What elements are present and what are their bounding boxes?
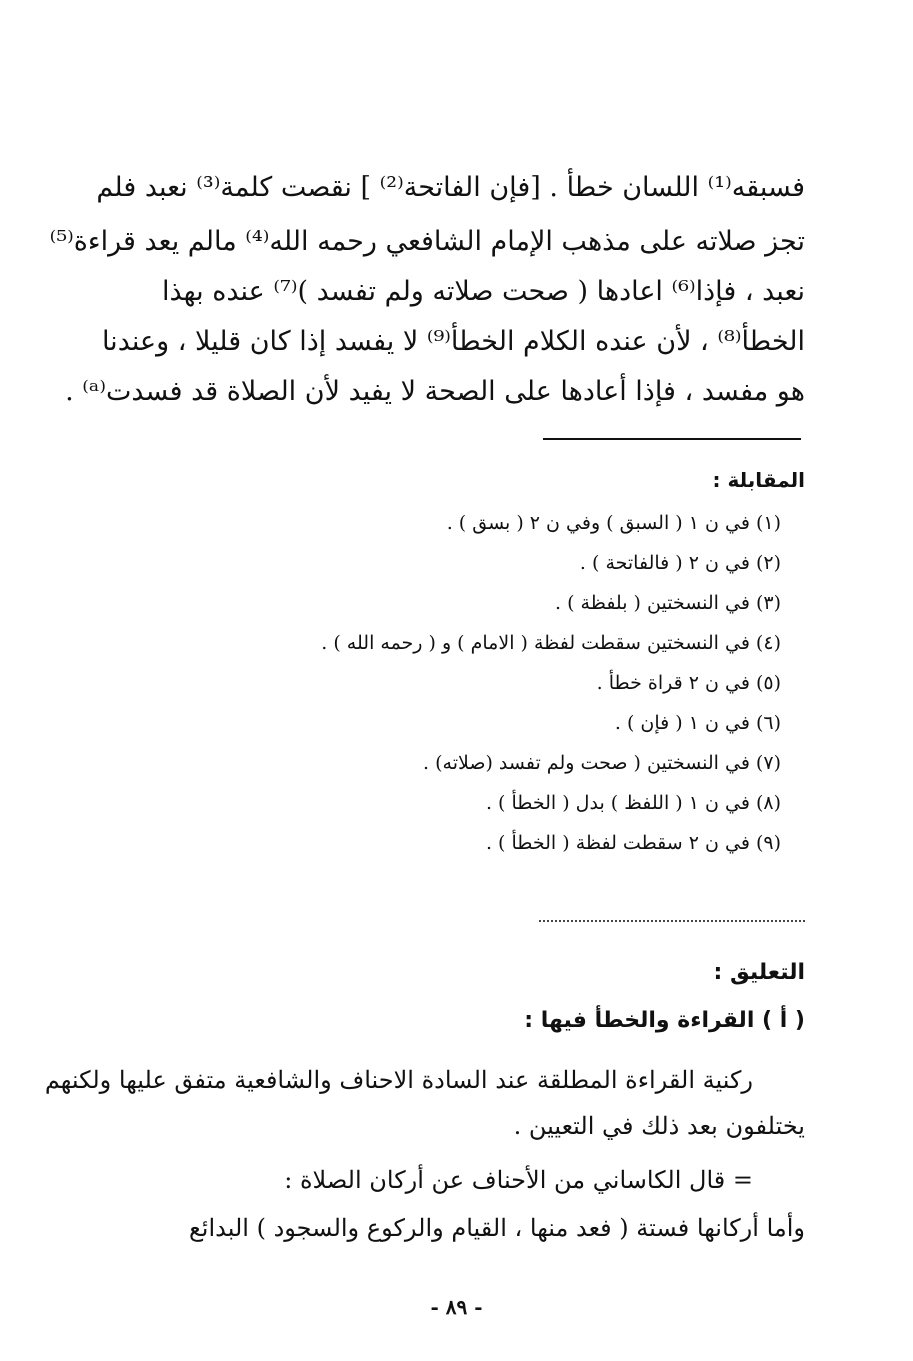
body-line-5: هو مفسد ، فإذا أعادها على الصحة لا يفيد لأن الصلاة قد فسدت⁽ᵃ⁾ . (65, 376, 805, 407)
footnote-separator (543, 438, 801, 440)
taaliq-line-1: ركنية القراءة المطلقة عند السادة الاحناف والشافعية متفق عليها ولكنهم (44, 1066, 753, 1094)
note-6: (٦) في ن ١ ( فإن ) . (614, 712, 781, 734)
body-line-2: تجز صلاته على مذهب الإمام الشافعي رحمه الله⁽⁴⁾ مالم يعد قراءة⁽⁵⁾ (49, 226, 805, 257)
note-8: (٨) في ن ١ ( اللفظ ) بدل ( الخطأ ) . (485, 792, 781, 814)
note-4: (٤) في النسختين سقطت لفظة ( الامام ) و ( رحمه الله ) . (321, 632, 781, 654)
taaliq-line-2: يختلفون بعد ذلك في التعيين . (513, 1112, 805, 1140)
body-line-3: نعبد ، فإذا⁽⁶⁾ اعادها ( صحت صلاته ولم تفسد )⁽⁷⁾ عنده بهذا (162, 276, 805, 307)
note-9: (٩) في ن ٢ سقطت لفظة ( الخطأ ) . (485, 832, 781, 854)
note-1: (١) في ن ١ ( السبق ) وفي ن ٢ ( بسق ) . (446, 512, 781, 534)
page-number: - ٨٩ - (430, 1295, 483, 1319)
body-line-4: الخطأ⁽⁸⁾ ، لأن عنده الكلام الخطأ⁽⁹⁾ لا يفسد إذا كان قليلا ، وعندنا (101, 326, 805, 357)
dotted-separator (539, 920, 805, 922)
taaliq-subheading: ( أ ) القراءة والخطأ فيها : (524, 1008, 805, 1033)
note-2: (٢) في ن ٢ ( فالفاتحة ) . (579, 552, 781, 574)
taaliq-line-4: وأما أركانها فستة ( فعد منها ، القيام والركوع والسجود ) البدائع (189, 1214, 805, 1242)
note-7: (٧) في النسختين ( صحت ولم تفسد (صلاته) . (423, 752, 781, 774)
note-5: (٥) في ن ٢ قراة خطأ . (596, 672, 781, 694)
taaliq-line-3: = قال الكاساني من الأحناف عن أركان الصلاة : (284, 1166, 753, 1194)
note-3: (٣) في النسختين ( بلفظة ) . (555, 592, 781, 614)
taaliq-heading: التعليق : (713, 960, 805, 985)
body-line-1: فسبقه⁽¹⁾ اللسان خطأ . [فإن الفاتحة⁽²⁾ ] نقصت كلمة⁽³⁾ نعبد فلم (96, 172, 805, 203)
muqabala-heading: المقابلة : (712, 468, 805, 492)
